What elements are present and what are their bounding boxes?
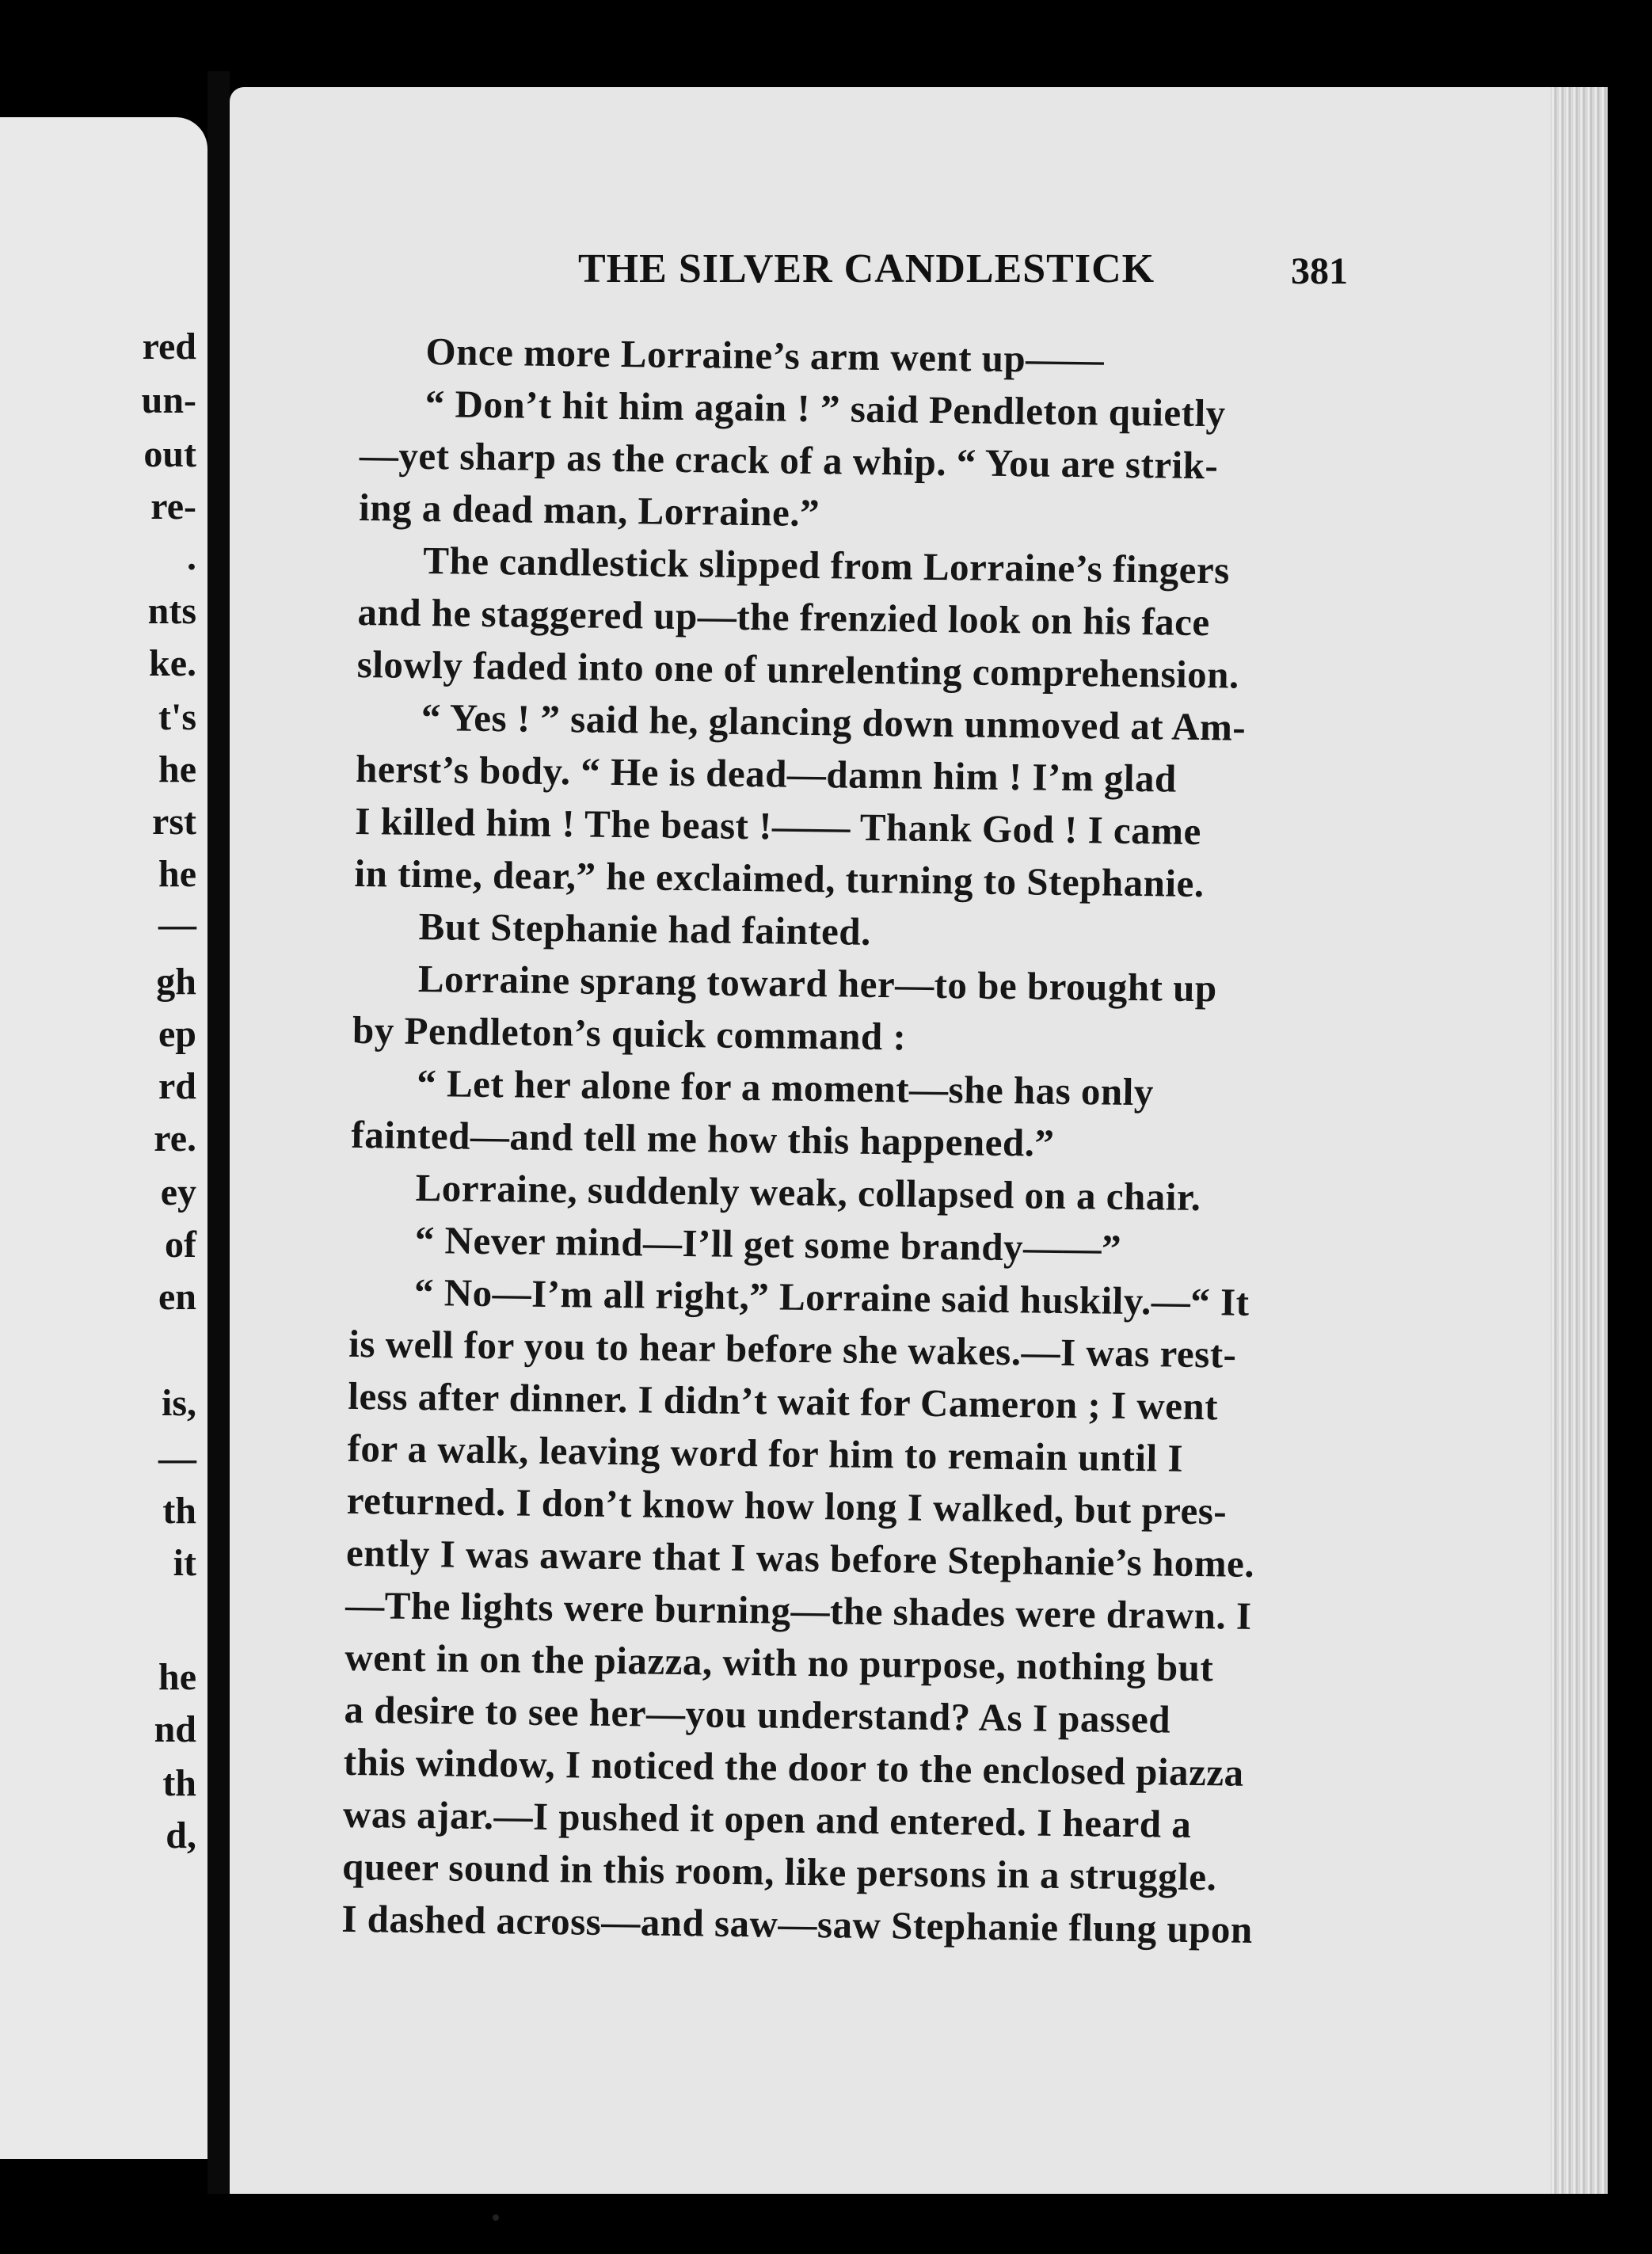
text-line: fainted—and tell me how this happened.”: [351, 1112, 1055, 1165]
text-line: But Stephanie had fainted.: [418, 904, 872, 954]
text-line: and he staggered up—the frenzied look on his face: [357, 589, 1211, 645]
text-line: Lorraine, suddenly weak, collapsed on a chair.: [415, 1165, 1201, 1220]
left-page-fragment: he: [158, 853, 196, 895]
left-page-fragment: un-: [141, 379, 196, 421]
page-edge-strip: [1551, 87, 1608, 2194]
text-line: for a walk, leaving word for him to remain until I: [347, 1426, 1184, 1480]
running-head: THE SILVER CANDLESTICK: [578, 246, 1155, 291]
left-page-fragment: re-: [150, 485, 196, 527]
body-text: [341, 325, 1334, 1957]
text-line: this window, I noticed the door to the enclosed piazza: [343, 1739, 1244, 1795]
left-page-fragment: .: [187, 536, 196, 578]
left-page-fragment: he: [158, 1656, 196, 1698]
text-line: I dashed across—and saw—saw Stephanie flung upon: [341, 1896, 1254, 1951]
left-page-fragment: ke.: [149, 642, 196, 684]
left-page-fragment: ep: [158, 1013, 196, 1055]
text-line: “ Don’t hit him again ! ” said Pendleton quietly: [424, 381, 1226, 436]
left-page-fragment: th: [162, 1490, 196, 1532]
text-line: herst’s body. “ He is dead—damn him ! I’m glad: [355, 746, 1178, 801]
left-page-fragment: rd: [158, 1065, 196, 1107]
text-line: Once more Lorraine’s arm went up——: [425, 329, 1105, 382]
text-line: ently I was aware that I was before Stephanie’s home.: [345, 1530, 1255, 1586]
ink-speck: [493, 2214, 499, 2221]
text-line: Lorraine sprang toward her—to be brought up: [417, 956, 1218, 1011]
left-page-fragment: th: [162, 1762, 196, 1804]
text-line: —yet sharp as the crack of a whip. “ You are strik-: [359, 432, 1219, 488]
left-page-fragment: gh: [156, 961, 196, 1003]
text-line: in time, dear,” he exclaimed, turning to Stephanie.: [354, 851, 1205, 906]
text-line: “ No—I’m all right,” Lorraine said huskily.—“ It: [413, 1270, 1250, 1324]
text-line: —The lights were burning—the shades were drawn. I: [344, 1582, 1252, 1638]
left-page-fragment: d,: [166, 1814, 196, 1856]
text-line: went in on the piazza, with no purpose, nothing but: [344, 1635, 1214, 1690]
left-page-fragment: rst: [152, 801, 196, 843]
right-page: [230, 87, 1608, 2194]
left-page-fragment: nts: [147, 590, 196, 632]
left-page-fragment: it: [173, 1542, 196, 1584]
left-page-fragment: out: [143, 433, 196, 475]
page-number: 381: [1291, 250, 1348, 292]
left-page-fragment: re.: [154, 1117, 196, 1159]
text-line: “ Yes ! ” said he, glancing down unmoved at Am-: [421, 695, 1247, 749]
text-line: “ Let her alone for a moment—she has only: [416, 1060, 1155, 1114]
left-page-fragment: t's: [158, 696, 196, 738]
text-line: less after dinner. I didn’t wait for Cameron ; I went: [348, 1373, 1219, 1429]
text-line: ing a dead man, Lorraine.”: [358, 485, 820, 535]
left-page-fragment: ey: [160, 1171, 196, 1213]
left-page-fragment: nd: [154, 1708, 196, 1750]
left-page-fragment: of: [165, 1224, 196, 1266]
text-line: was ajar.—I pushed it open and entered. I heard a: [342, 1791, 1192, 1846]
text-line: by Pendleton’s quick command :: [352, 1007, 907, 1059]
text-line: “ Never mind—I’ll get some brandy——”: [414, 1217, 1122, 1270]
text-line: The candlestick slipped from Lorraine’s fingers: [423, 538, 1231, 592]
left-page-fragment: he: [158, 748, 196, 790]
left-page-fragment: —: [158, 1437, 196, 1479]
book-gutter: [207, 71, 230, 2194]
text-line: slowly faded into one of unrelenting comprehension.: [356, 642, 1240, 697]
left-page-fragment: is,: [161, 1382, 196, 1424]
left-page-fragment: red: [142, 326, 196, 367]
text-line: returned. I don’t know how long I walked, but pres-: [346, 1478, 1228, 1533]
text-line: is well for you to hear before she wakes.—I was rest-: [348, 1321, 1237, 1376]
left-page: [0, 117, 207, 2159]
text-line: queer sound in this room, like persons in a struggle.: [341, 1844, 1217, 1899]
left-page-fragment: —: [158, 904, 196, 946]
text-line: a desire to see her—you understand? As I passed: [344, 1687, 1171, 1742]
text-line: I killed him ! The beast !—— Thank God ! I came: [355, 798, 1202, 854]
left-page-fragment: en: [158, 1276, 196, 1318]
